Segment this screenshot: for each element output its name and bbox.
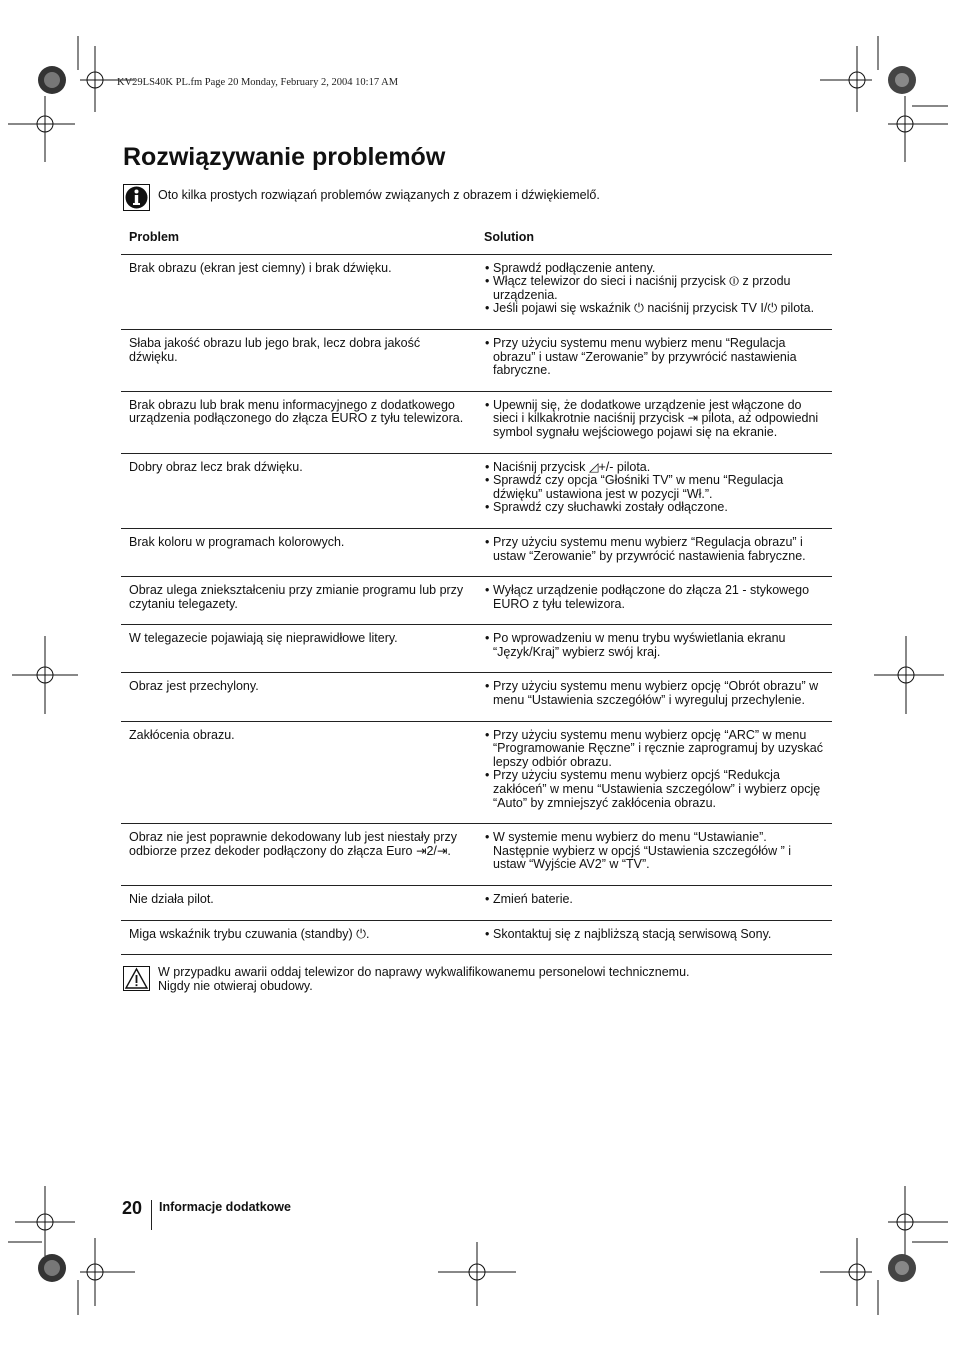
table-row [121,625,832,673]
table-row [121,254,832,329]
intro-text: Oto kilka prostych rozwiązań problemów związanych z obrazem i dźwiękiemelő. [158,188,600,202]
warning-line-1: W przypadku awarii oddaj telewizor do naprawy wykwalifikowanemu personelowi technicznemu. [158,965,690,979]
solution-bullet: • Naciśnij przycisk ◿+/- pilota. [485,461,824,475]
problem-text: Obraz jest przechylony. [129,679,259,694]
solution-bullet: • W systemie menu wybierz do menu “Ustawianie”. Następnie wybierz w opcjś “Ustawienia szczegółów ” i ustaw “Wyjście AV2” w “TV”. [485,831,824,872]
solution-bullet: • Przy użyciu systemu menu wybierz opcję “ARC” w menu “Programowanie Ręczne” i ręcznie zaprogramuj by uzyskać lepszy odbiór obrazu. [485,729,824,770]
problem-cell [121,886,476,921]
solution-cell [476,920,832,955]
problem-text: Brak obrazu (ekran jest ciemny) i brak dźwięku. [129,260,392,275]
problem-cell [121,329,476,391]
solution-bullet: • Upewnij się, że dodatkowe urządzenie jest włączone do sieci i kilkakrotnie naciśnij przycisk ⇥ pilota, aż odpowiedni symbol sygnału wejściowego pojawi się na ekranie. [485,399,824,440]
solution-bullet: • Wyłącz urządzenie podłączone do złącza 21 - stykowego EURO z tyłu telewizora. [485,584,824,611]
table-row [121,721,832,824]
problem-text: Miga wskaźnik trybu czuwania (standby) ⏻. [129,926,370,941]
solution-bullet: • Sprawdź czy opcja “Głośniki TV” w menu “Regulacja dźwięku” ustawiona jest w pozycji “Wł.”. [485,474,824,501]
solution-bullet: • Sprawdź czy słuchawki zostały odłączone. [485,501,824,515]
solution-cell [476,391,832,453]
page-number: 20 [122,1198,143,1218]
footer-divider [151,1200,152,1230]
solution-cell [476,329,832,391]
solution-bullet: • Przy użyciu systemu menu wybierz opcjś “Redukcja zakłóceń” w menu “Ustawienia szczególow” i wybierz opcję “Auto” by zmniejszyć zakłócenia obrazu. [485,769,824,810]
solution-bullet: • Skontaktuj się z najbliższą stacją serwisową Sony. [485,928,824,942]
warning-line-2: Nigdy nie otwieraj obudowy. [158,979,313,993]
solution-cell [476,886,832,921]
solution-bullet: • Jeśli pojawi się wskaźnik ⏻ naciśnij przycisk TV I/⏻ pilota. [485,302,824,316]
table-row [121,528,832,576]
table-row [121,329,832,391]
table-row [121,577,832,625]
solution-cell [476,625,832,673]
solution-bullet: • Przy użyciu systemu menu wybierz opcję “Obrót obrazu” w menu “Ustawienia szczegółów” i wyreguluj przechylenie. [485,680,824,707]
warning-icon [123,966,150,991]
table-row [121,824,832,886]
problem-text: Zakłócenia obrazu. [129,727,235,742]
table-row [121,391,832,453]
table-row [121,453,832,528]
solution-bullet: • Włącz telewizor do sieci i naciśnij przycisk ⏼ z przodu urządzenia. [485,275,824,302]
solution-bullet: • Zmień baterie. [485,893,824,907]
problem-text: Brak koloru w programach kolorowych. [129,534,345,549]
column-header-problem: Problem [121,224,476,254]
solution-bullet: • Sprawdź podłączenie anteny. [485,262,824,276]
crop-mark-bottom-center [436,1240,518,1310]
problem-text: Obraz ulega zniekształceniu przy zmianie programu lub przy czytaniu telegazety. [129,583,464,611]
problem-text: Słaba jakość obrazu lub jego brak, lecz dobra jakość dźwięku. [129,335,421,364]
solution-cell [476,254,832,329]
problem-cell [121,453,476,528]
solution-cell [476,528,832,576]
problem-cell [121,625,476,673]
table-row [121,920,832,955]
table-row [121,886,832,921]
file-info-header: KV29LS40K PL.fm Page 20 Monday, February 2, 2004 10:17 AM [117,77,399,88]
crop-mark-mid-right [874,630,954,720]
problem-text: Brak obrazu lub brak menu informacyjnego z dodatkowego urządzenia podłączonego do złącza EURO z tyłu telewizora. [129,397,464,426]
problem-text: W telegazecie pojawiają się nieprawidłowe litery. [129,631,398,646]
info-icon [123,184,150,211]
crop-mark-mid-left [0,630,80,720]
problem-cell [121,824,476,886]
problem-text: Nie działa pilot. [129,892,214,906]
problem-cell [121,721,476,824]
solution-bullet: • Przy użyciu systemu menu wybierz menu “Regulacja obrazu” i ustaw “Zerowanie” by przywrócić nastawienia fabryczne. [485,337,824,378]
section-name: Informacje dodatkowe [159,1200,291,1214]
crop-mark-top-right [800,0,954,170]
problem-cell [121,920,476,955]
column-header-solution: Solution [476,224,832,254]
crop-mark-bottom-right [800,1180,954,1351]
problem-cell [121,577,476,625]
solution-cell [476,673,832,721]
solution-bullet: • Przy użyciu systemu menu wybierz “Regulacja obrazu” i ustaw “Zerowanie” by przywrócić nastawienia fabryczne. [485,536,824,563]
solution-cell [476,453,832,528]
problem-cell [121,391,476,453]
solution-bullet: • Po wprowadzeniu w menu trybu wyświetlania ekranu “Język/Kraj” wybierz swój kraj. [485,632,824,659]
troubleshooting-table [121,224,832,955]
problem-cell [121,528,476,576]
problem-cell [121,673,476,721]
table-body [121,254,832,955]
solution-cell [476,824,832,886]
page-title: Rozwiązywanie problemów [123,143,446,171]
problem-cell [121,254,476,329]
problem-text: Dobry obraz lecz brak dźwięku. [129,459,303,474]
solution-cell [476,577,832,625]
table-header-row [121,224,832,254]
table-row [121,673,832,721]
solution-cell [476,721,832,824]
problem-text: Obraz nie jest poprawnie dekodowany lub jest niestały przy odbiorze przez dekoder podłączony do złącza Euro ⇥2/⇥. [129,830,457,858]
